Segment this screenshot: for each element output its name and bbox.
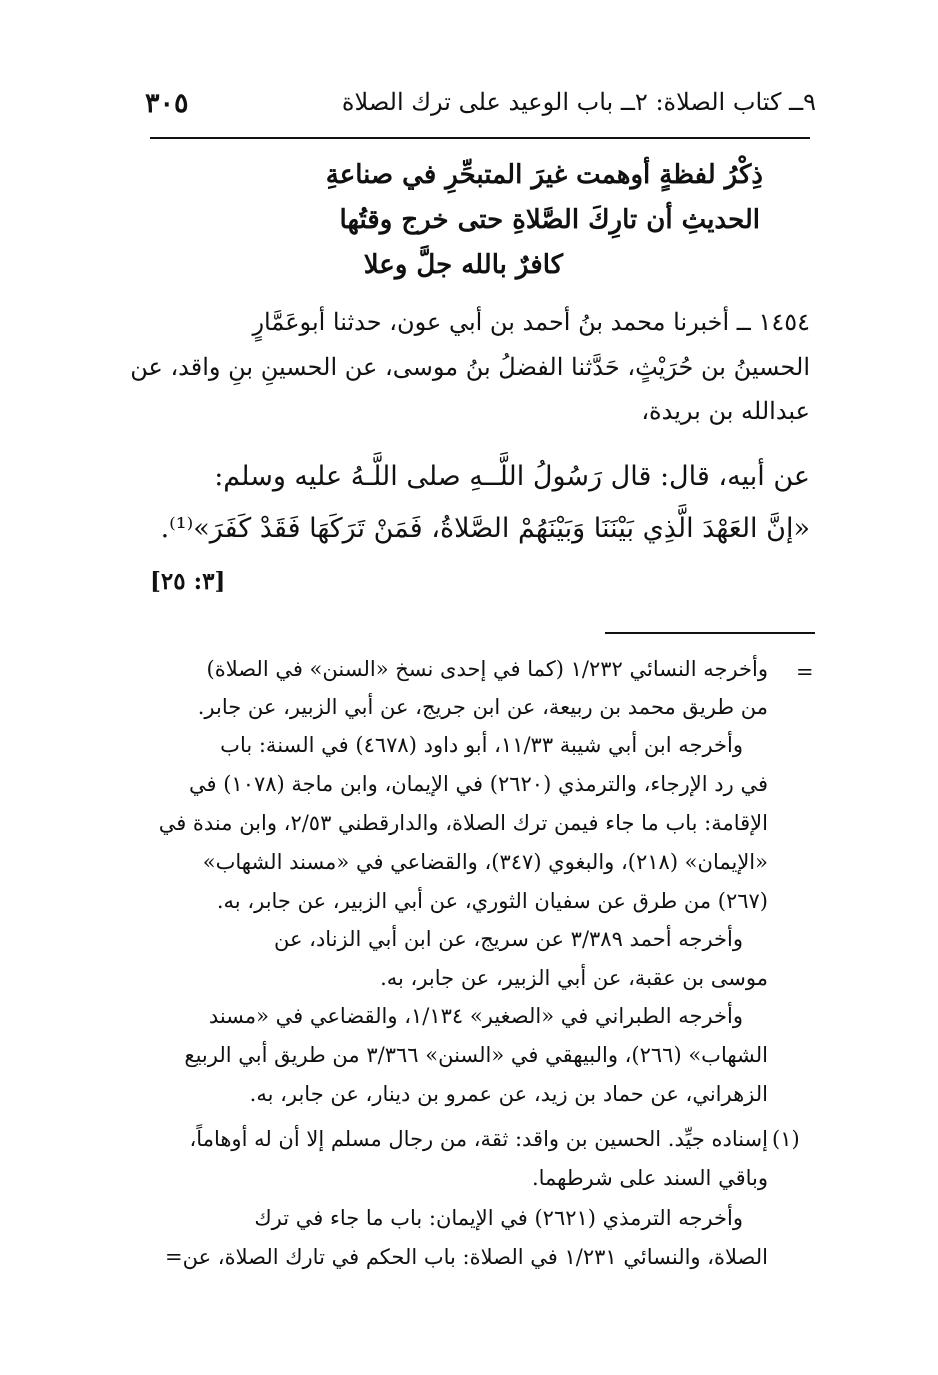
header-rule — [150, 137, 810, 139]
footnote-cont-line-2: من طريق محمد بن ربيعة، عن ابن جريج، عن أبي الزبير، عن جابر. — [197, 695, 768, 719]
running-head: ٩ــ كتاب الصلاة: ٢ــ باب الوعيد على ترك الصلاة — [341, 88, 816, 116]
chapter-title-line-1: ذِكْرُ لفظةٍ أوهمت غيرَ المتبحِّرِ في صناعةِ — [325, 160, 763, 190]
footnote-1-marker: (١) — [772, 1127, 800, 1151]
footnote-separator — [605, 632, 815, 634]
page-number: ٣٠٥ — [145, 88, 189, 119]
footnote-cont-line-1: وأخرجه النسائي ١/٢٣٢ (كما في إحدى نسخ «السنن» في الصلاة) — [206, 657, 768, 681]
matn-line-2: «إنَّ العَهْدَ الَّذِي بَيْنَنَا وَبَيْنَهُمْ الصَّلاةُ، فَمَنْ تَرَكَهَا فَقَدْ كَفَرَ»⁽¹⁾. — [160, 513, 810, 544]
chapter-title-line-3: كافرٌ بالله جلَّ وعلا — [363, 250, 563, 280]
footnote-cont-line-3: وأخرجه ابن أبي شيبة ١١/٣٣، أبو داود (٤٦٧٨) في السنة: باب — [220, 733, 743, 757]
footnote-1-line-1: إسناده جيِّد. الحسين بن واقد: ثقة، من رجال مسلم إلا أن له أوهاماً، — [189, 1127, 768, 1151]
footnote-cont-line-8: وأخرجه أحمد ٣/٣٨٩ عن سريج، عن ابن أبي الزناد، عن — [273, 927, 743, 951]
isnad-line-1: ١٤٥٤ ــ أخبرنا محمد بنُ أحمد بن أبي عون، حدثنا أبوعَمَّارٍ — [252, 308, 810, 336]
footnote-1-line-2: وباقي السند على شرطهما. — [531, 1166, 768, 1190]
footnote-cont-line-4: في رد الإرجاء، والترمذي (٢٦٢٠) في الإيمان، وابن ماجة (١٠٧٨) في — [189, 772, 768, 796]
footnote-cont-line-7: (٢٦٧) من طرق عن سفيان الثوري، عن أبي الزبير، عن جابر، به. — [216, 889, 768, 913]
isnad-line-3: عبدالله بن بريدة، — [641, 397, 810, 425]
chapter-title-line-2: الحديثِ أن تارِكَ الصَّلاةِ حتى خرج وقتُها — [339, 205, 760, 235]
footnote-cont-line-10: وأخرجه الطبراني في «الصغير» ١/١٣٤، والقضاعي في «مسند — [208, 1004, 743, 1028]
matn-line-1: عن أبيه، قال: قال رَسُولُ اللَّــهِ صلى اللَّـهُ عليه وسلم: — [214, 461, 810, 492]
continuation-marker: = — [796, 660, 814, 684]
footnote-cont-line-9: موسى بن عقبة، عن أبي الزبير، عن جابر، به. — [380, 966, 768, 990]
hadith-reference: [٣: ٢٥] — [150, 568, 226, 595]
isnad-line-2: الحسينُ بن حُرَيْثٍ، حَدَّثنا الفضلُ بنُ موسى، عن الحسينِ بنِ واقد، عن — [130, 353, 810, 381]
footnote-1-line-4: الصلاة، والنسائي ١/٢٣١ في الصلاة: باب الحكم في تارك الصلاة، عن= — [165, 1245, 768, 1269]
footnote-cont-line-6: «الإيمان» (٢١٨)، والبغوي (٣٤٧)، والقضاعي في «مسند الشهاب» — [202, 850, 768, 874]
footnote-cont-line-12: الزهراني، عن حماد بن زيد، عن عمرو بن دينار، عن جابر، به. — [249, 1082, 768, 1106]
footnote-cont-line-5: الإقامة: باب ما جاء فيمن ترك الصلاة، والدارقطني ٢/٥٣، وابن مندة في — [158, 811, 768, 835]
footnote-cont-line-11: الشهاب» (٢٦٦)، والبيهقي في «السنن» ٣/٣٦٦ من طريق أبي الربيع — [184, 1043, 768, 1067]
footnote-1-line-3: وأخرجه الترمذي (٢٦٢١) في الإيمان: باب ما جاء في ترك — [254, 1206, 743, 1230]
